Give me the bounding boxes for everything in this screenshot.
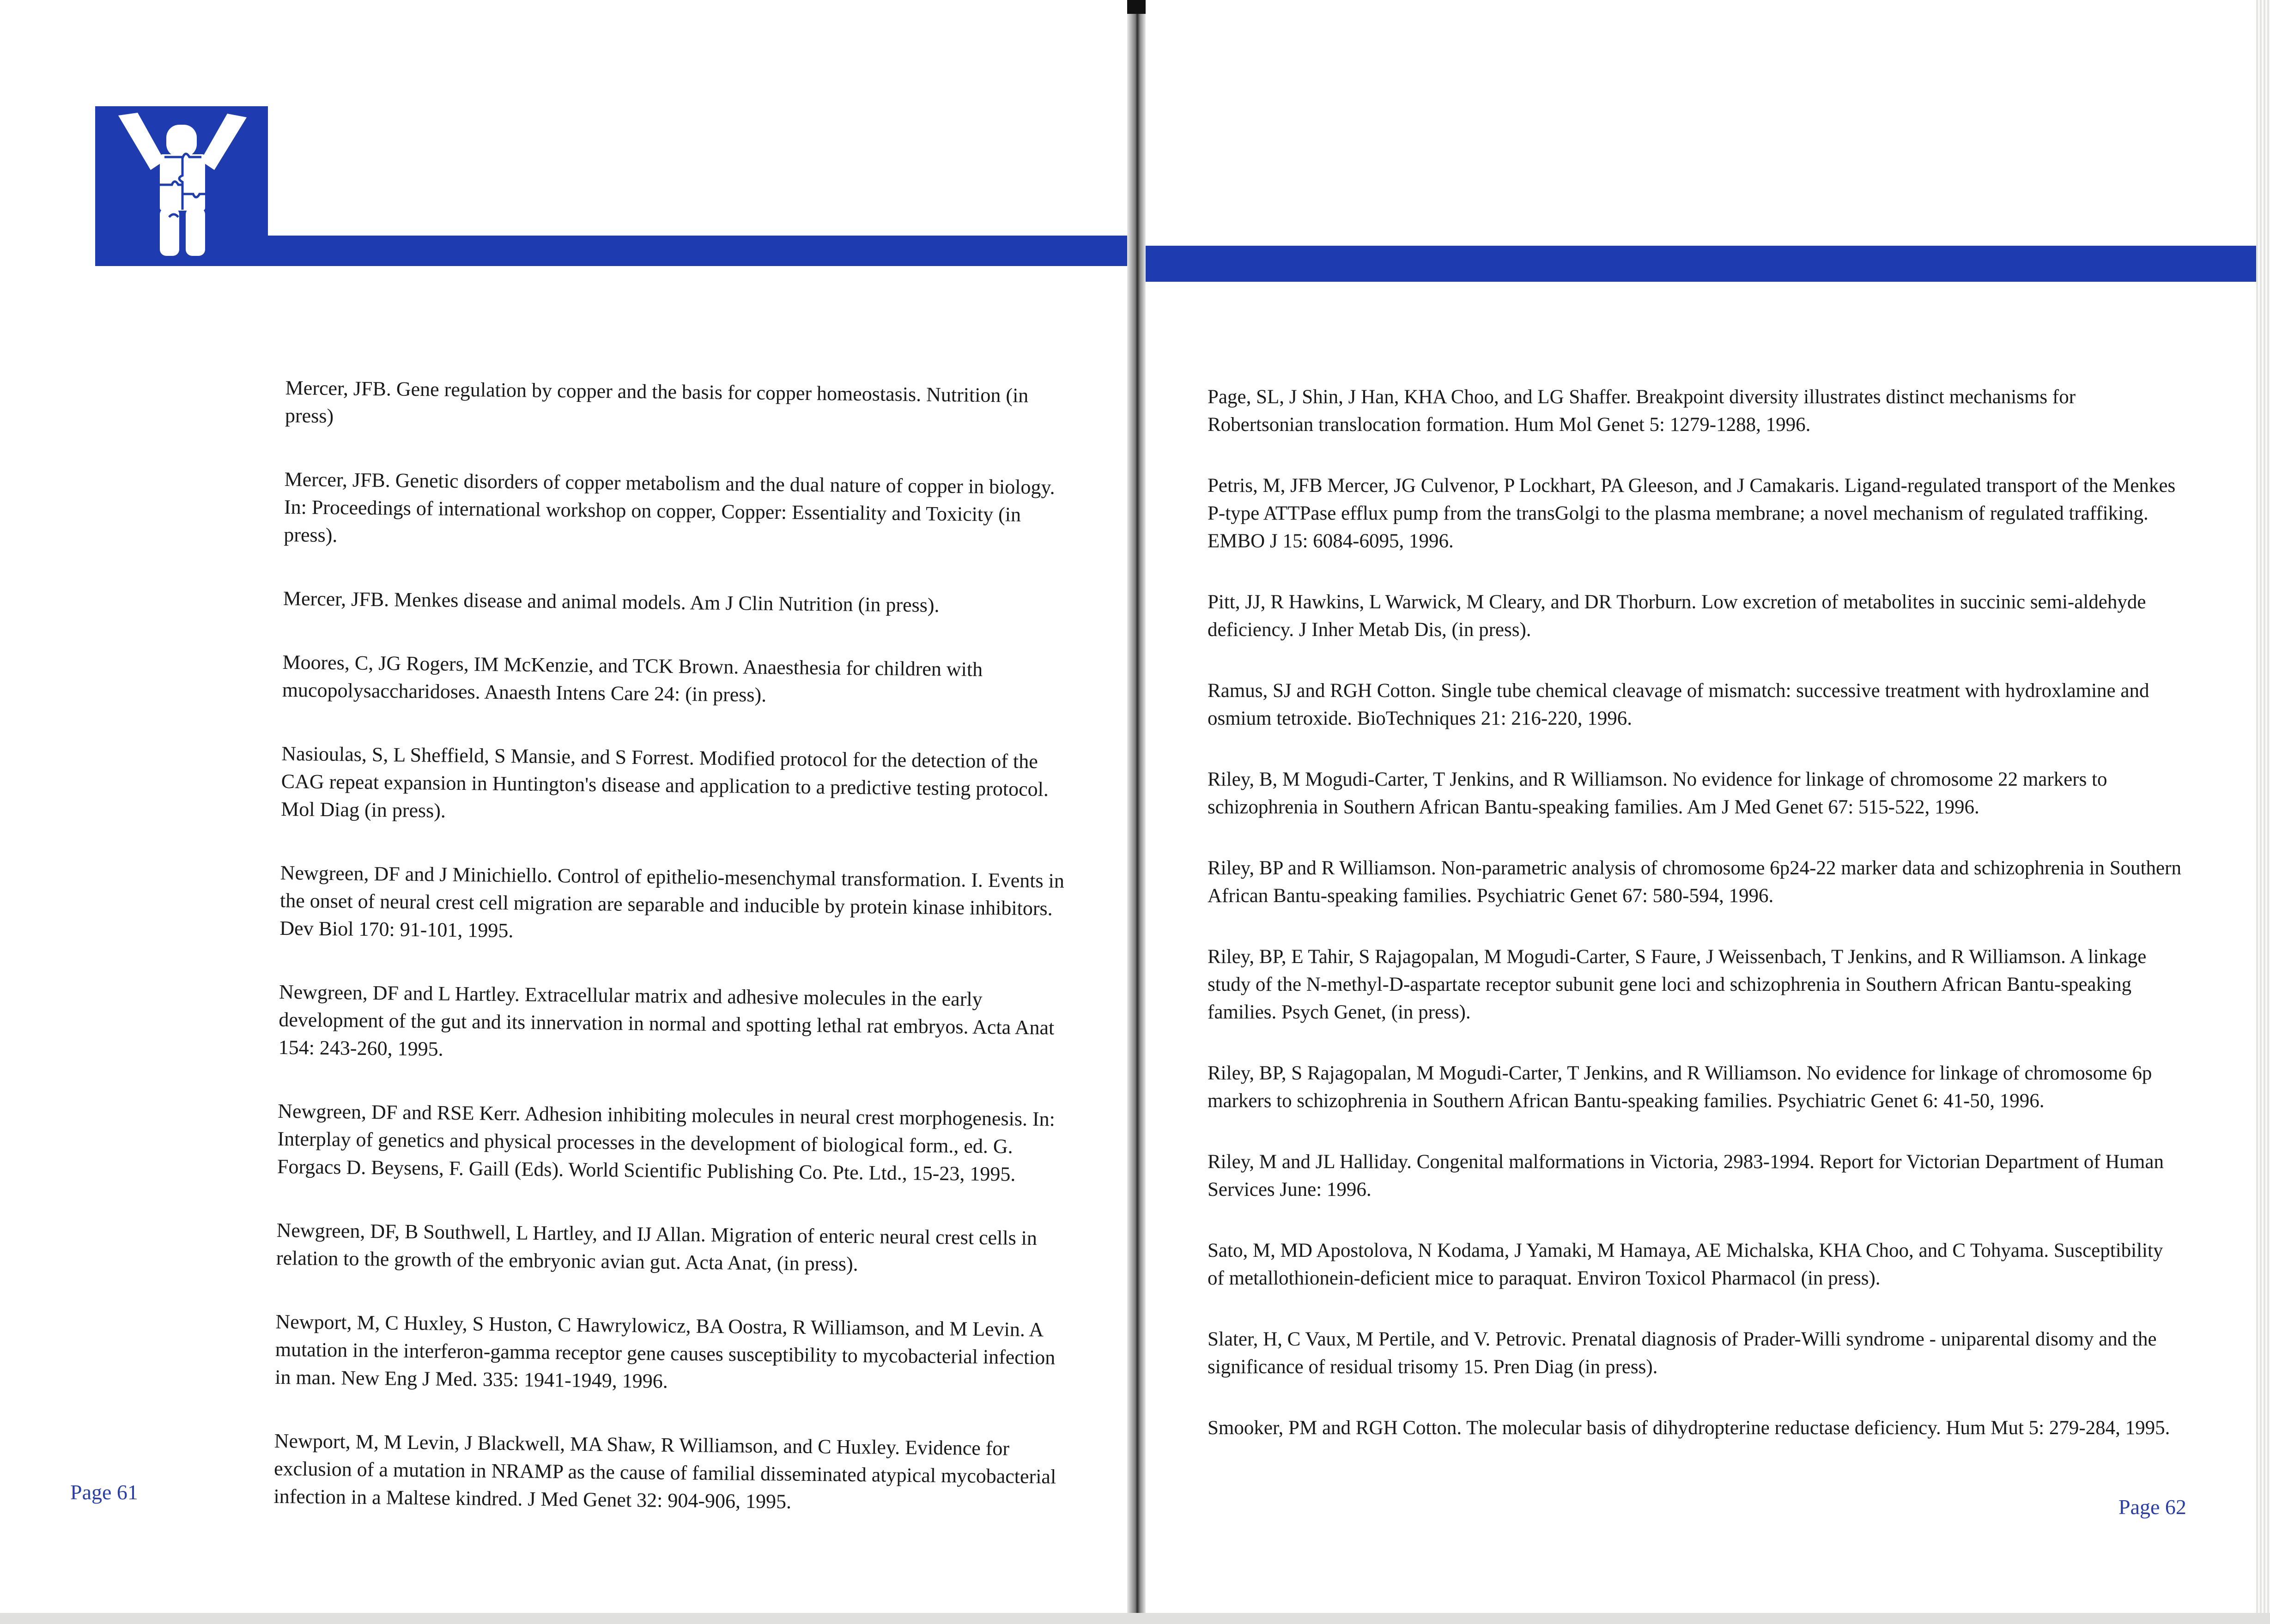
reference-entry: Mercer, JFB. Gene regulation by copper and the basis for copper homeostasis. Nutrition (in press) [285, 376, 1029, 428]
reference-entry: Slater, H, C Vaux, M Pertile, and V. Petrovic. Prenatal diagnosis of Prader-Willi syndrome - uniparental disomy and the significance of residual trisomy 15. Pren Diag (in press). [1208, 1328, 2157, 1378]
reference-entry: Mercer, JFB. Genetic disorders of copper metabolism and the dual nature of copper in biology. In: Proceedings of international workshop on copper, Copper: Essentiality and Toxicity (in press). [284, 467, 1055, 547]
reference-entry: Newport, M, C Huxley, S Huston, C Hawrylowicz, BA Oostra, R Williamson, and M Levin. A mutation in the interferon-gamma receptor gene causes susceptibility to mycobacterial infection in man. New Eng J Med. 335: 1941-1949, 1996. [275, 1310, 1056, 1393]
right-page [1146, 0, 2270, 1624]
reference-entry: Nasioulas, S, L Sheffield, S Mansie, and S Forrest. Modified protocol for the detection of the CAG repeat expansion in Huntington's disease and application to a predictive testing protocol. Mol Diag (in press). [280, 742, 1049, 822]
reference-entry: Smooker, PM and RGH Cotton. The molecular basis of dihydropterine reductase deficiency. Hum Mut 5: 279-284, 1995. [1208, 1417, 2170, 1439]
page-number-left: Page 61 [70, 1480, 138, 1504]
reference-entry: Sato, M, MD Apostolova, N Kodama, J Yamaki, M Hamaya, AE Michalska, KHA Choo, and C Tohyama. Susceptibility of metallothionein-deficient mice to paraquat. Environ Toxicol Pharmacol (in press). [1208, 1240, 2163, 1289]
book-page-edges-right [2256, 0, 2270, 1624]
reference-entry: Newport, M, M Levin, J Blackwell, MA Shaw, R Williamson, and C Huxley. Evidence for exclusion of a mutation in NRAMP as the cause of familial disseminated atypical mycobacterial infection in a Maltese kindred. J Med Genet 32: 904-906, 1995. [273, 1429, 1056, 1513]
reference-list-left [273, 374, 1070, 1555]
reference-entry: Pitt, JJ, R Hawkins, L Warwick, M Cleary, and DR Thorburn. Low excretion of metabolites in succinic semi-aldehyde deficiency. J Inher Metab Dis, (in press). [1208, 591, 2146, 641]
book-gutter-top [1127, 0, 1146, 14]
reference-entry: Ramus, SJ and RGH Cotton. Single tube chemical cleavage of mismatch: successive treatment with hydroxlamine and osmium tetroxide. BioTechniques 21: 216-220, 1996. [1208, 680, 2149, 729]
puzzle-figure-icon [95, 106, 268, 266]
reference-entry: Newgreen, DF, B Southwell, L Hartley, and IJ Allan. Migration of enteric neural crest cells in relation to the growth of the embryonic avian gut. Acta Anat, (in press). [276, 1218, 1038, 1276]
reference-entry: Petris, M, JFB Mercer, JG Culvenor, P Lockhart, PA Gleeson, and J Camakaris. Ligand-regulated transport of the Menkes P-type ATTPase efflux pump from the transGolgi to the plasma membrane; a novel mechanism of regulated traffiking. EMBO J 15: 6084-6095, 1996. [1208, 475, 2176, 552]
reference-entry: Newgreen, DF and L Hartley. Extracellular matrix and adhesive molecules in the early development of the gut and its innervation in normal and spotting lethal rat embryos. Acta Anat 154: 243-260, 1995. [278, 980, 1055, 1060]
reference-entry: Mercer, JFB. Menkes disease and animal models. Am J Clin Nutrition (in press). [283, 587, 940, 617]
reference-list-right [1208, 383, 2182, 1475]
reference-entry: Newgreen, DF and J Minichiello. Control of epithelio-mesenchymal transformation. I. Events in the onset of neural crest cell migration are separable and inducible by protein kinase inhibitors. Dev Biol 170: 91-101, 1995. [279, 861, 1065, 942]
reference-entry: Riley, M and JL Halliday. Congenital malformations in Victoria, 2983-1994. Report for Victorian Department of Human Services June: 1996. [1208, 1151, 2164, 1200]
left-page [0, 0, 1127, 1624]
reference-entry: Riley, BP, S Rajagopalan, M Mogudi-Carter, T Jenkins, and R Williamson. No evidence for linkage of chromosome 6p markers to schizophrenia in Southern African Bantu-speaking families. Psychiatric Genet 6: 41-50, 1996. [1208, 1062, 2152, 1112]
page-number-right: Page 62 [2118, 1495, 2186, 1519]
reference-entry: Riley, B, M Mogudi-Carter, T Jenkins, and R Williamson. No evidence for linkage of chromosome 22 markers to schizophrenia in Southern African Bantu-speaking families. Am J Med Genet 67: 515-522, 1996. [1208, 769, 2107, 818]
book-gutter [1127, 0, 1146, 1624]
reference-entry: Newgreen, DF and RSE Kerr. Adhesion inhibiting molecules in neural crest morphogenesis. In: Interplay of genetics and physical processes in the development of biological form., ed. G. Forgacs D. Beysens, F. Gaill (Eds). World Scientific Publishing Co. Pte. Ltd., 15-23, 1995. [277, 1099, 1056, 1186]
reference-entry: Riley, BP, E Tahir, S Rajagopalan, M Mogudi-Carter, S Faure, J Weissenbach, T Jenkins, and R Williamson. A linkage study of the N-methyl-D-aspartate receptor subunit gene loci and schizophrenia in Southern African Bantu-speaking families. Psych Genet, (in press). [1208, 946, 2147, 1023]
reference-entry: Riley, BP and R Williamson. Non-parametric analysis of chromosome 6p24-22 marker data and schizophrenia in Southern African Bantu-speaking families. Psychiatric Genet 67: 580-594, 1996. [1208, 857, 2181, 907]
book-bottom-edge [0, 1613, 2270, 1624]
header-band-right [1146, 246, 2270, 282]
reference-entry: Moores, C, JG Rogers, IM McKenzie, and TCK Brown. Anaesthesia for children with mucopolysaccharidoses. Anaesth Intens Care 24: (in press). [282, 650, 983, 706]
reference-entry: Page, SL, J Shin, J Han, KHA Choo, and LG Shaffer. Breakpoint diversity illustrates distinct mechanisms for Robertsonian translocation formation. Hum Mol Genet 5: 1279-1288, 1996. [1208, 386, 2076, 436]
